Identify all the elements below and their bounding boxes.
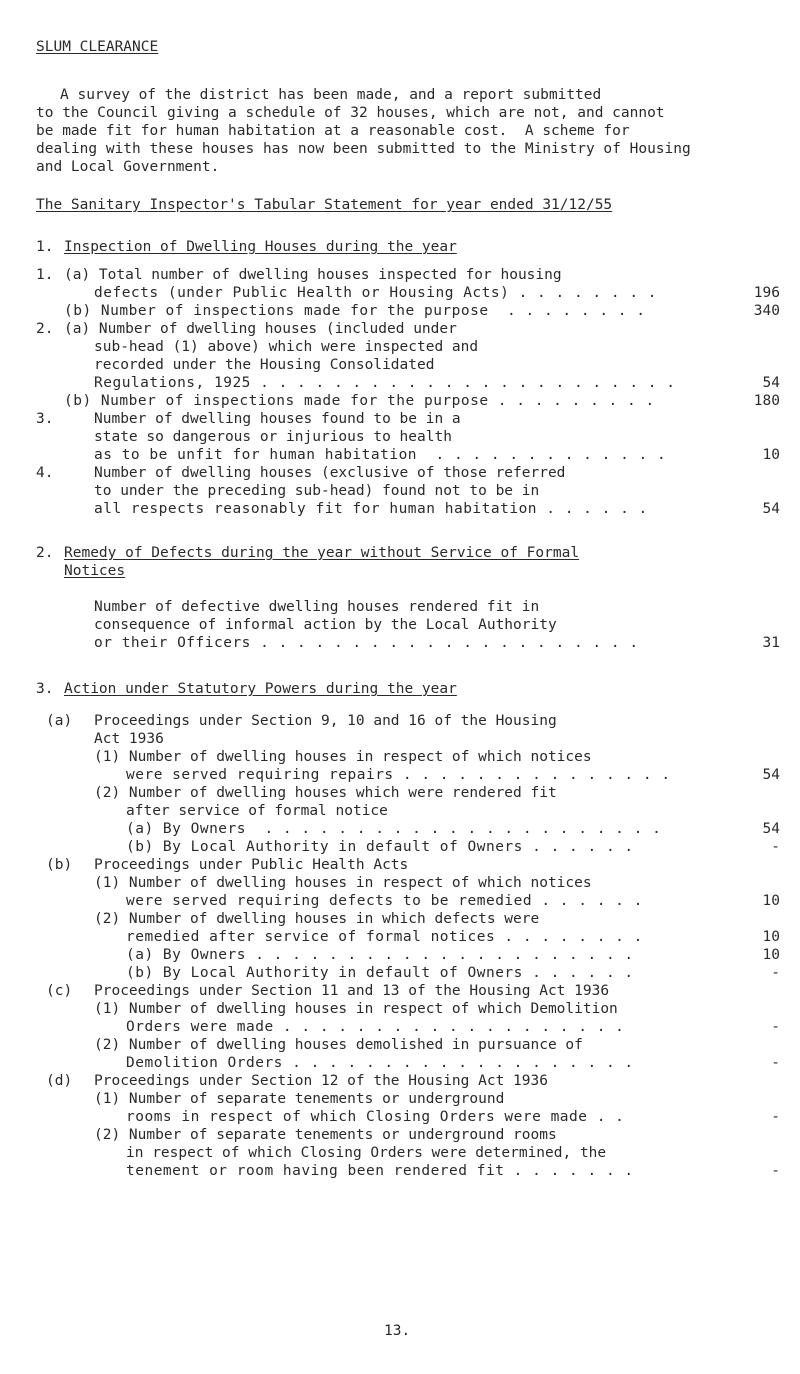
statement-title: The Sanitary Inspector's Tabular Statement for year ended 31/12/55	[36, 197, 613, 213]
s1-line-13: to under the preceding sub-head) found not to be in	[94, 483, 540, 499]
intro-line-1: A survey of the district has been made, and a report submitted	[60, 87, 602, 103]
section-2-title-2: Notices	[64, 563, 126, 579]
s3-c1-line-2: Orders were made . . . . . . . . . . . . . . . . . . .	[126, 1019, 625, 1035]
s1-line-9: Number of dwelling houses found to be in a	[94, 411, 461, 427]
s3-a2-line-2: after service of formal notice	[126, 803, 388, 819]
s3-c-title: Proceedings under Section 11 and 13 of the Housing Act 1936	[94, 983, 610, 999]
heading-slum-clearance: SLUM CLEARANCE	[36, 39, 159, 55]
section-1-title: Inspection of Dwelling Houses during the year	[64, 239, 457, 255]
s3-c2-value: -	[771, 1055, 780, 1071]
s1-value-inspections-2: 180	[753, 393, 780, 409]
s2-line-1: Number of defective dwelling houses rendered fit in	[94, 599, 540, 615]
s3-d2-value: -	[771, 1163, 780, 1179]
s3-a1-line-1: (1) Number of dwelling houses in respect of which notices	[94, 749, 592, 765]
s3-b1-line-2: were served requiring defects to be remedied . . . . . .	[126, 893, 643, 909]
s1-line-2: defects (under Public Health or Housing Acts) . . . . . . . .	[94, 285, 658, 301]
s1-line-7: Regulations, 1925 . . . . . . . . . . . . . . . . . . . . . . .	[94, 375, 676, 391]
intro-line-4: dealing with these houses has now been submitted to the Ministry of Housing	[36, 141, 691, 157]
s1-line-3: (b) Number of inspections made for the purpose . . . . . . . .	[64, 303, 646, 319]
intro-line-5: and Local Government.	[36, 159, 220, 175]
s2-value-rendered-fit: 31	[762, 635, 780, 651]
s3-b2-line-2: remedied after service of formal notices . . . . . . . .	[126, 929, 643, 945]
item-1-number: 1.	[36, 267, 54, 283]
s3-d1-value: -	[771, 1109, 780, 1125]
s3-c2-line-2: Demolition Orders . . . . . . . . . . . . . . . . . . .	[126, 1055, 634, 1071]
s3-label-b: (b)	[46, 857, 73, 873]
s3-d1-line-2: rooms in respect of which Closing Orders were made . .	[126, 1109, 625, 1125]
s1-line-12: Number of dwelling houses (exclusive of those referred	[94, 465, 566, 481]
s3-label-c: (c)	[46, 983, 73, 999]
s3-d-title: Proceedings under Section 12 of the Housing Act 1936	[94, 1073, 548, 1089]
section-2-number: 2.	[36, 545, 54, 561]
s3-b2-line-1: (2) Number of dwelling houses in which defects were	[94, 911, 540, 927]
s3-b2-value: 10	[762, 929, 780, 945]
s3-b1-line-1: (1) Number of dwelling houses in respect of which notices	[94, 875, 592, 891]
s3-d2-line-3: tenement or room having been rendered fit . . . . . . .	[126, 1163, 634, 1179]
section-2-title-1: Remedy of Defects during the year without Service of Formal	[64, 545, 580, 561]
s1-line-10: state so dangerous or injurious to health	[94, 429, 452, 445]
item-4-number: 4.	[36, 465, 54, 481]
s3-b2a-line: (a) By Owners . . . . . . . . . . . . . . . . . . . . .	[126, 947, 634, 963]
s1-line-8: (b) Number of inspections made for the purpose . . . . . . . . .	[64, 393, 655, 409]
s1-value-regulations: 54	[762, 375, 780, 391]
s3-b2b-line: (b) By Local Authority in default of Owners . . . . . .	[126, 965, 634, 981]
s3-c2-line-1: (2) Number of dwelling houses demolished in pursuance of	[94, 1037, 583, 1053]
s2-line-2: consequence of informal action by the Local Authority	[94, 617, 557, 633]
intro-line-2: to the Council giving a schedule of 32 houses, which are not, and cannot	[36, 105, 665, 121]
s1-value-inspections: 340	[753, 303, 780, 319]
s3-a1-line-2: were served requiring repairs . . . . . . . . . . . . . . .	[126, 767, 671, 783]
intro-line-3: be made fit for human habitation at a reasonable cost. A scheme for	[36, 123, 630, 139]
s1-line-11: as to be unfit for human habitation . . . . . . . . . . . . .	[94, 447, 667, 463]
s3-label-a: (a)	[46, 713, 73, 729]
s3-c1-value: -	[771, 1019, 780, 1035]
s1-line-14: all respects reasonably fit for human habitation . . . . . .	[94, 501, 648, 517]
s3-a2b-value: -	[771, 839, 780, 855]
s1-value-houses-inspected: 196	[753, 285, 780, 301]
s3-c1-line-1: (1) Number of dwelling houses in respect of which Demolition	[94, 1001, 618, 1017]
item-3-number: 3.	[36, 411, 54, 427]
page-number: 13.	[384, 1323, 411, 1339]
s1-value-unfit: 10	[762, 447, 780, 463]
s3-a2a-line: (a) By Owners . . . . . . . . . . . . . . . . . . . . . .	[126, 821, 662, 837]
s3-d2-line-1: (2) Number of separate tenements or underground rooms	[94, 1127, 557, 1143]
s3-a2-line-1: (2) Number of dwelling houses which were rendered fit	[94, 785, 557, 801]
section-3-number: 3.	[36, 681, 54, 697]
s1-value-not-fit: 54	[762, 501, 780, 517]
s3-b2b-value: -	[771, 965, 780, 981]
s1-line-5: sub-head (1) above) which were inspected and	[94, 339, 479, 355]
s1-line-6: recorded under the Housing Consolidated	[94, 357, 435, 373]
s3-a2b-line: (b) By Local Authority in default of Owners . . . . . .	[126, 839, 634, 855]
s3-b1-value: 10	[762, 893, 780, 909]
s3-a2a-value: 54	[762, 821, 780, 837]
section-1-number: 1.	[36, 239, 54, 255]
item-2-number: 2.	[36, 321, 54, 337]
s3-d1-line-1: (1) Number of separate tenements or underground	[94, 1091, 505, 1107]
s3-a-title-1: Proceedings under Section 9, 10 and 16 of the Housing	[94, 713, 557, 729]
s2-line-3: or their Officers . . . . . . . . . . . . . . . . . . . . .	[94, 635, 639, 651]
s1-line-4: (a) Number of dwelling houses (included under	[64, 321, 457, 337]
s3-b-title: Proceedings under Public Health Acts	[94, 857, 409, 873]
s3-label-d: (d)	[46, 1073, 73, 1089]
s1-line-1: (a) Total number of dwelling houses inspected for housing	[64, 267, 562, 283]
s3-b2a-value: 10	[762, 947, 780, 963]
s3-d2-line-2: in respect of which Closing Orders were determined, the	[126, 1145, 607, 1161]
s3-a1-value: 54	[762, 767, 780, 783]
section-3-title: Action under Statutory Powers during the year	[64, 681, 457, 697]
s3-a-title-2: Act 1936	[94, 731, 164, 747]
